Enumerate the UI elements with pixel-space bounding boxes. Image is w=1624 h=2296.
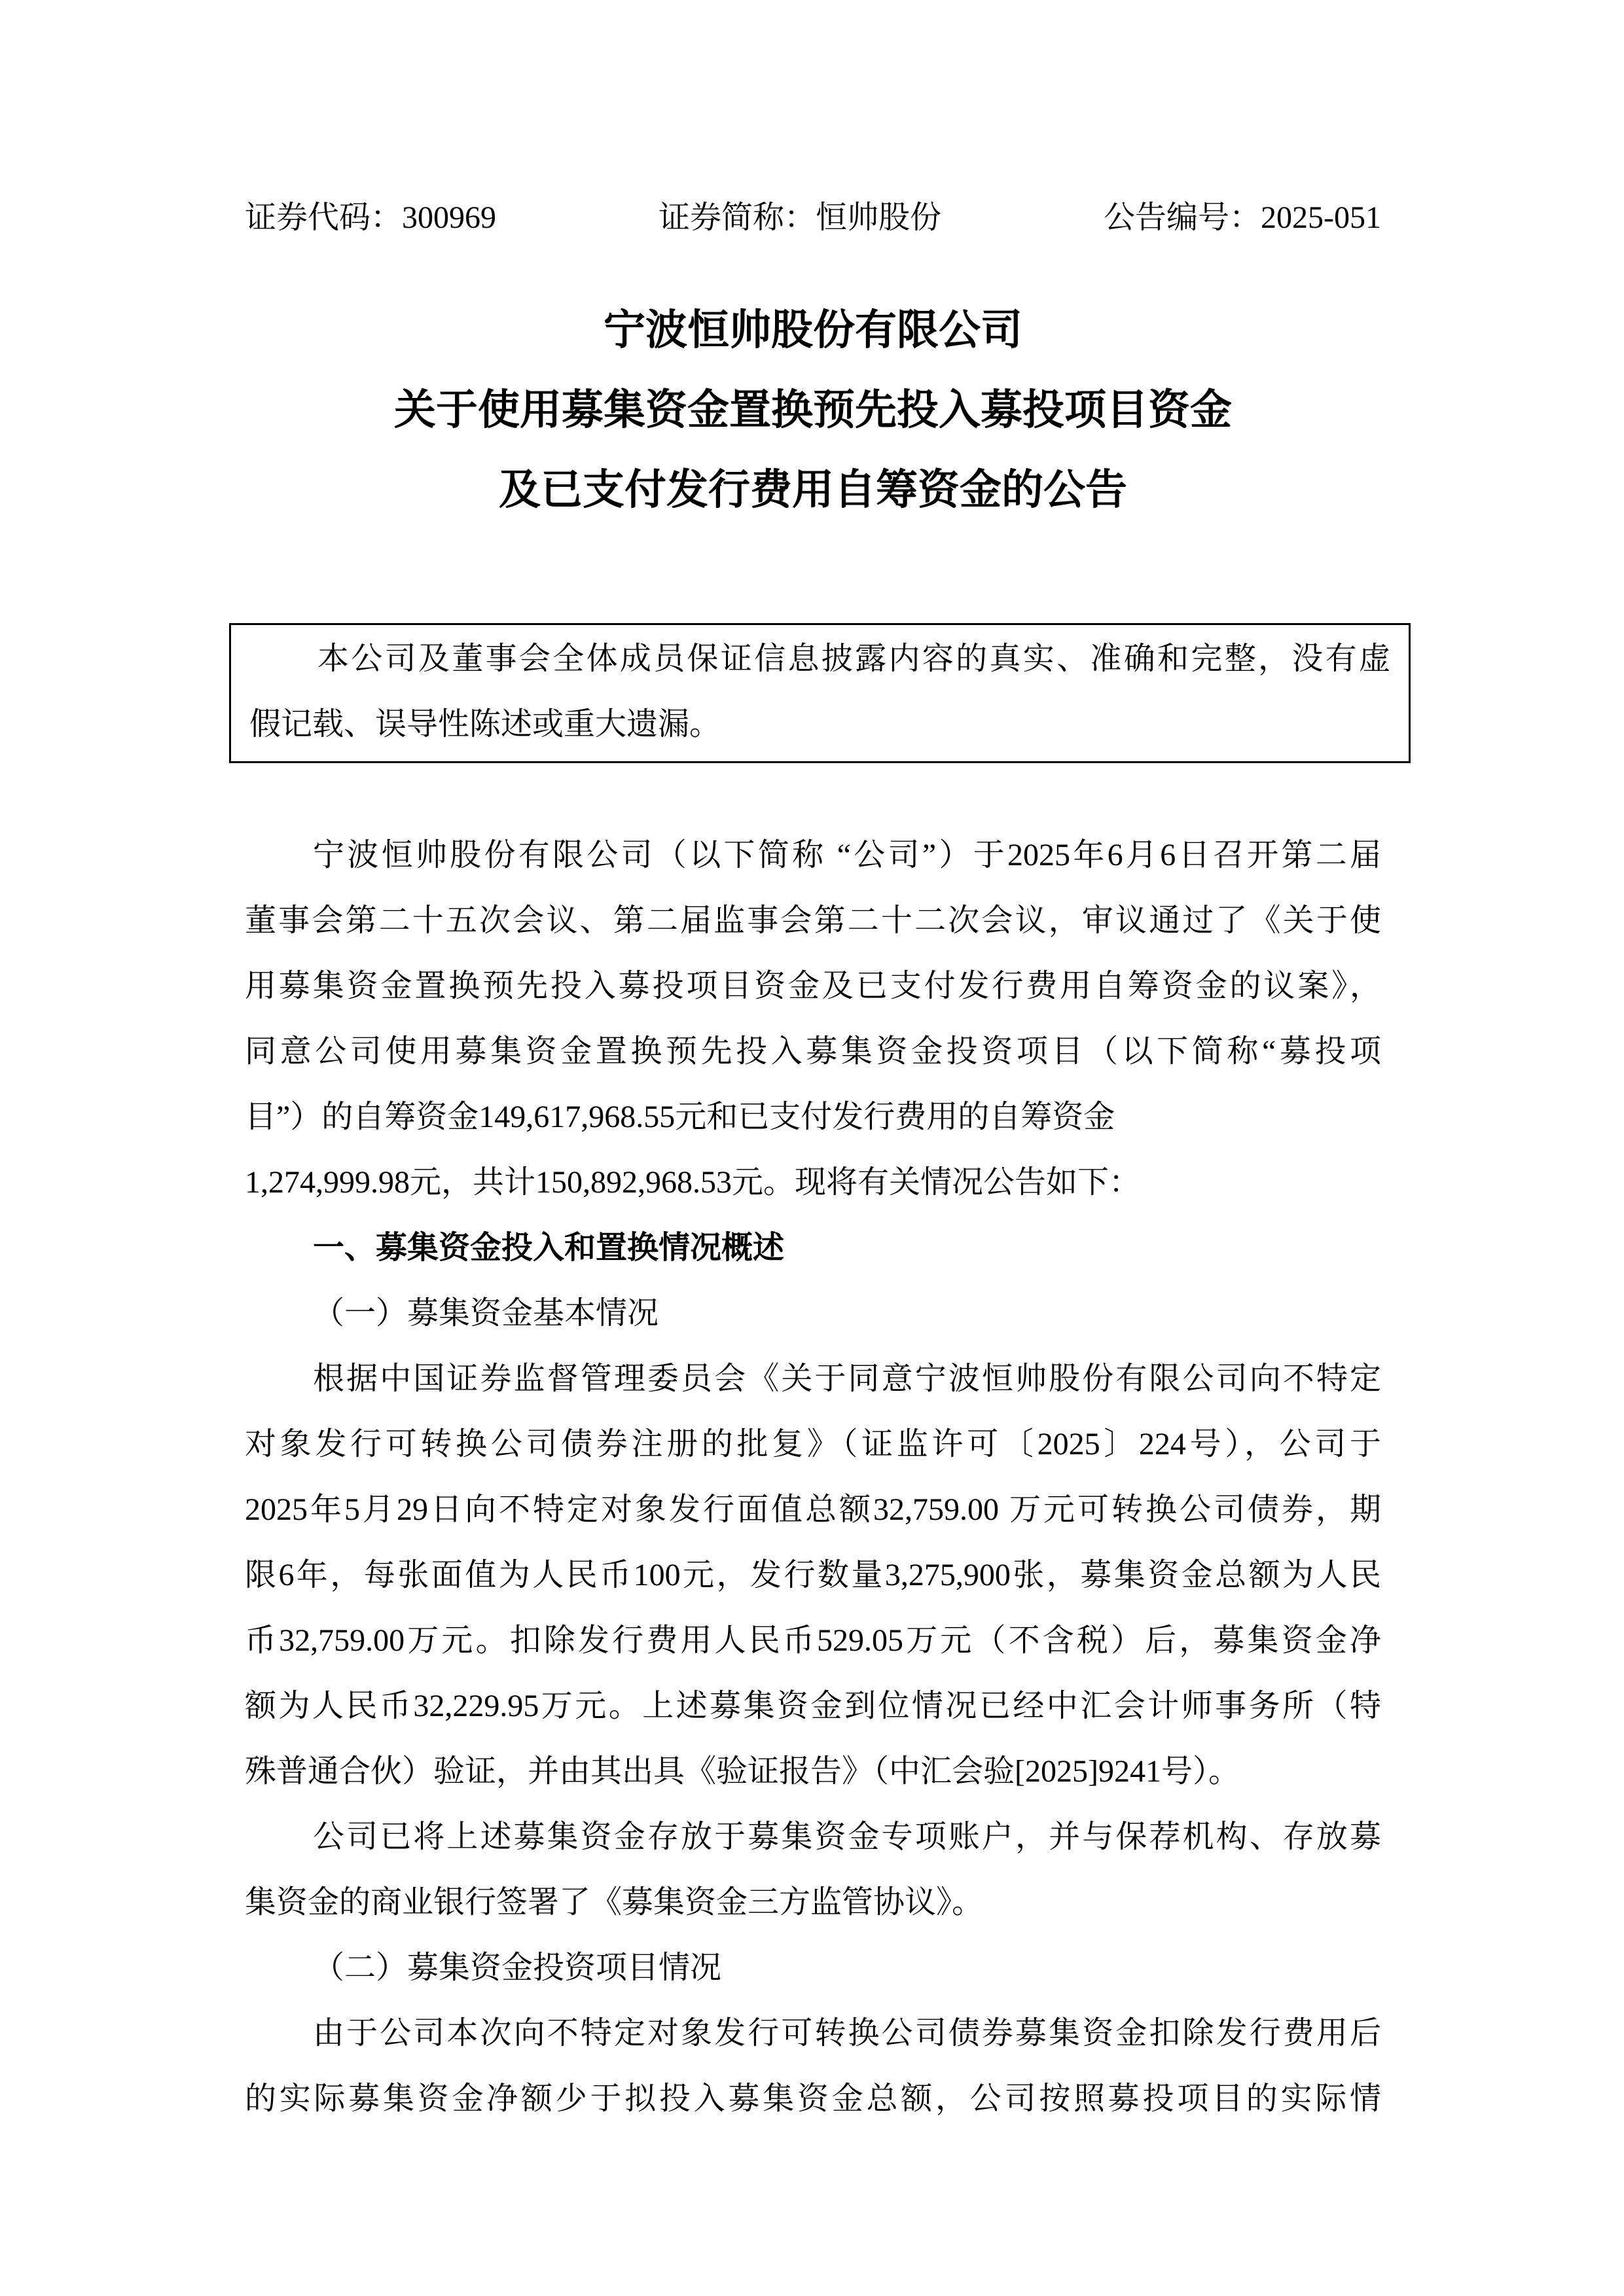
body-line: 一、募集资金投入和置换情况概述 <box>313 1230 785 1265</box>
body-line: 董事会第二十五次会议、第二届监事会第二十二次会议，审议通过了《关于使 <box>245 903 1381 938</box>
body-line: 集资金的商业银行签署了《募集资金三方监管协议》。 <box>245 1885 984 1920</box>
body-line: 根据中国证券监督管理委员会《关于同意宁波恒帅股份有限公司向不特定 <box>313 1361 1381 1396</box>
body-line: 殊普通合伙）验证，并由其出具《验证报告》（中汇会验[2025]9241号）。 <box>245 1754 1240 1789</box>
document-body <box>245 823 1381 2132</box>
title-line-subject-2: 及已支付发行费用自筹资金的公告 <box>499 467 1127 513</box>
stock-name: 证券简称：恒帅股份 <box>659 200 942 235</box>
body-line: 由于公司本次向不特定对象发行可转换公司债券募集资金扣除发行费用后 <box>313 2016 1381 2051</box>
body-line: 宁波恒帅股份有限公司（以下简称 “公司”）于2025年6月6日召开第二届 <box>313 838 1381 872</box>
body-line: 用募集资金置换预先投入募投项目资金及已支付发行费用自筹资金的议案》， <box>245 969 1381 1003</box>
document-header <box>245 198 1381 238</box>
document-title <box>245 291 1381 530</box>
body-line: 1,274,999.98元，共计150,892,968.53元。现将有关情况公告如下： <box>245 1165 1141 1200</box>
body-line: 同意公司使用募集资金置换预先投入募集资金投资项目（以下简称“募投项 <box>245 1034 1381 1069</box>
body-line: 币32,759.00万元。扣除发行费用人民币529.05万元（不含税）后，募集资金净 <box>245 1623 1381 1658</box>
body-line: 对象发行可转换公司债券注册的批复》（证监许可〔2025〕224号），公司于 <box>245 1427 1381 1462</box>
title-line-company: 宁波恒帅股份有限公司 <box>604 307 1022 353</box>
body-line: 目”）的自筹资金149,617,968.55元和已支付发行费用的自筹资金 <box>245 1100 1115 1134</box>
body-line: （二）募集资金投资项目情况 <box>313 1950 722 1985</box>
disclaimer-box <box>229 623 1411 763</box>
body-line: 额为人民币32,229.95万元。上述募集资金到位情况已经中汇会计师事务所（特 <box>245 1689 1381 1723</box>
body-line: 限6年，每张面值为人民币100元，发行数量3,275,900张，募集资金总额为人民 <box>245 1558 1381 1592</box>
announcement-number: 公告编号：2025-051 <box>1104 200 1381 235</box>
body-line: 公司已将上述募集资金存放于募集资金专项账户，并与保荐机构、存放募 <box>313 1820 1381 1854</box>
body-line: 2025年5月29日向不特定对象发行面值总额32,759.00 万元可转换公司债券，期 <box>245 1492 1381 1527</box>
disclaimer-line: 假记载、误导性陈述或重大遗漏。 <box>249 707 721 742</box>
stock-code: 证券代码：300969 <box>245 200 497 235</box>
disclaimer-line: 本公司及董事会全体成员保证信息披露内容的真实、准确和完整，没有虚 <box>317 641 1390 676</box>
title-line-subject: 关于使用募集资金置换预先投入募投项目资金 <box>394 387 1232 433</box>
body-line: 的实际募集资金净额少于拟投入募集资金总额，公司按照募投项目的实际情 <box>245 2081 1381 2116</box>
body-line: （一）募集资金基本情况 <box>313 1296 659 1331</box>
